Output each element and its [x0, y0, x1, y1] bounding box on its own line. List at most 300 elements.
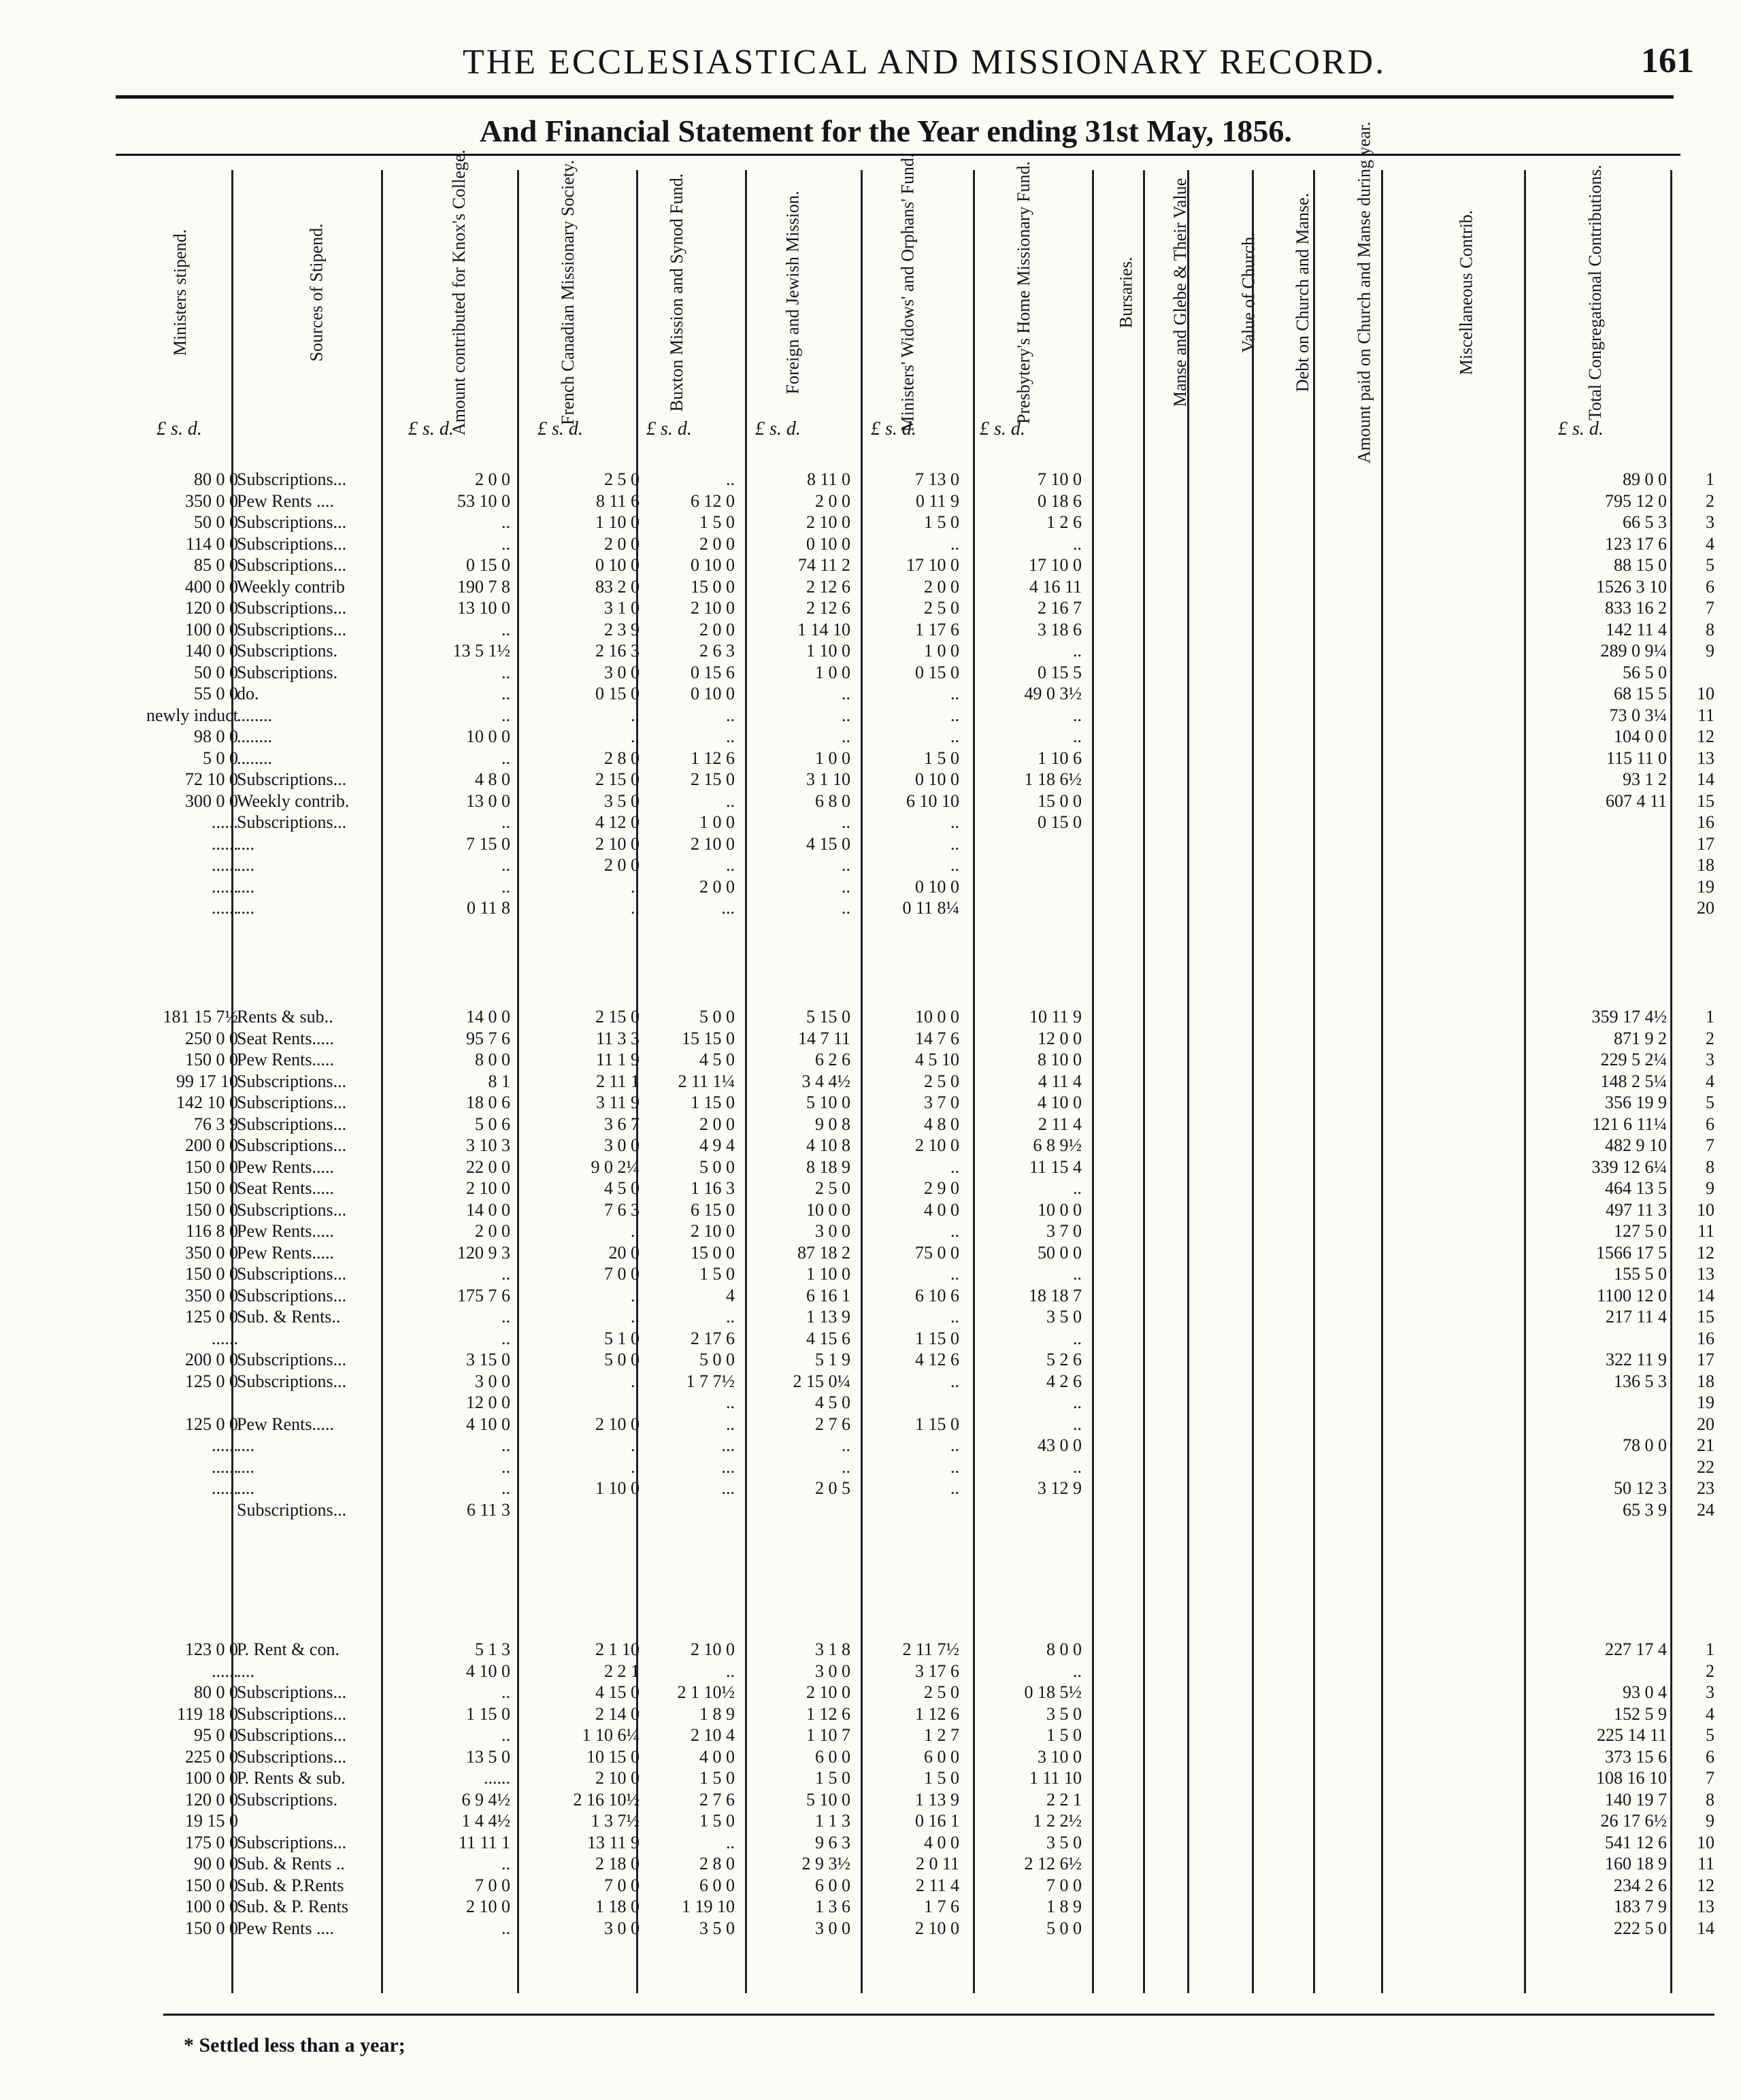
cell-source: Sub. & P. Rents: [237, 1897, 348, 1916]
column-header: [537, 160, 599, 425]
cell-stipend: 90 0 0: [194, 1854, 238, 1873]
cell-knox: 13 5 1½: [452, 641, 510, 661]
table-row: [0, 1897, 1741, 1917]
cell-french: 2 10 0: [595, 1768, 640, 1788]
cell-total: 88 15 0: [1614, 555, 1667, 575]
cell-total: 136 5 3: [1614, 1371, 1667, 1391]
cell-knox: 3 0 0: [475, 1371, 510, 1391]
cell-knox: ..: [501, 1435, 510, 1455]
cell-stipend: 181 15 7½: [163, 1007, 238, 1027]
cell-buxton: 2 0 0: [699, 533, 735, 554]
cell-french: 3 0 0: [604, 1135, 640, 1155]
cell-stipend: 200 0 0: [185, 1135, 238, 1155]
cell-stipend: 120 0 0: [185, 598, 238, 618]
cell-knox: 13 10 0: [457, 598, 510, 618]
column-header: [1272, 177, 1333, 408]
cell-knox: 120 9 3: [457, 1242, 510, 1263]
cell-foreign: 3 1 10: [806, 769, 850, 789]
cell-home: 0 15 0: [1038, 812, 1082, 832]
column-header-label: Ministers' Widows' and Orphans' Fund.: [898, 153, 918, 432]
cell-knox: 1 4 4½: [461, 1811, 510, 1831]
cell-widows: 2 11 7½: [902, 1639, 959, 1659]
cell-french: 1 10 6¼: [582, 1725, 640, 1745]
cell-knox: 13 5 0: [466, 1746, 510, 1767]
cell-source: Subscriptions...: [237, 1746, 347, 1767]
cell-french: 1 3 7½: [591, 1811, 640, 1831]
cell-buxton: 1 5 0: [699, 512, 735, 532]
cell-buxton: 15 0 0: [691, 576, 735, 597]
cell-num: 2: [1706, 1661, 1714, 1681]
cell-knox: 2 10 0: [466, 1178, 510, 1198]
cell-num: 9: [1706, 1811, 1714, 1831]
cell-french: ..: [631, 1456, 640, 1477]
cell-stipend: 150 0 0: [185, 1199, 238, 1220]
cell-widows: 14 7 6: [915, 1028, 959, 1048]
cell-buxton: 5 0 0: [699, 1007, 735, 1027]
cell-stipend: ......: [212, 1661, 238, 1681]
cell-stipend: 100 0 0: [185, 1768, 238, 1788]
cell-source: Subscriptions.: [237, 641, 338, 661]
cell-source: ....: [237, 1478, 254, 1498]
cell-widows: 10 0 0: [915, 1007, 959, 1027]
cell-buxton: ...: [721, 898, 735, 918]
cell-french: 7 6 3: [604, 1199, 640, 1220]
cell-stipend: 85 0 0: [194, 555, 238, 575]
cell-knox: 13 0 0: [466, 790, 510, 811]
table-row: [0, 1243, 1741, 1263]
cell-stipend: ......: [212, 812, 238, 832]
cell-stipend: 19 15 0: [185, 1811, 238, 1831]
cell-french: 3 1 0: [604, 598, 640, 618]
cell-buxton: 4 0 0: [699, 1746, 735, 1767]
cell-knox: ..: [501, 855, 510, 875]
cell-buxton: 1 16 3: [691, 1178, 735, 1198]
cell-stipend: 350 0 0: [185, 1242, 238, 1263]
column-header: [1436, 177, 1497, 408]
cell-home: 1 2 6: [1046, 512, 1082, 532]
cell-buxton: 3 5 0: [699, 1918, 735, 1938]
cell-foreign: 3 1 8: [815, 1639, 850, 1659]
cell-total: 65 3 9: [1623, 1499, 1667, 1520]
cell-knox: ..: [501, 1854, 510, 1873]
cell-buxton: 4 9 4: [699, 1135, 735, 1155]
cell-knox: 14 0 0: [466, 1199, 510, 1220]
cell-source: Subscriptions...: [237, 1703, 347, 1724]
cell-stipend: 98 0 0: [194, 727, 238, 746]
column-header: [150, 177, 211, 408]
cell-widows: 1 15 0: [915, 1328, 959, 1348]
cell-foreign: 1 10 0: [806, 1264, 850, 1284]
cell-widows: 3 17 6: [915, 1661, 959, 1681]
table-row: [0, 1661, 1741, 1682]
cell-source: Subscriptions.: [237, 662, 338, 682]
cell-foreign: 4 15 6: [806, 1328, 850, 1348]
cell-widows: 0 11 9: [915, 490, 959, 511]
cell-knox: ..: [501, 1682, 510, 1702]
cell-french: ..: [631, 727, 640, 746]
cell-french: 4 15 0: [595, 1682, 640, 1702]
table-row: [0, 1307, 1741, 1327]
table-row: [0, 1350, 1741, 1370]
cell-total: 127 5 0: [1614, 1221, 1667, 1241]
column-header: [993, 161, 1055, 424]
cell-source: Sub. & P.Rents: [237, 1875, 344, 1895]
cell-total: 50 12 3: [1614, 1478, 1667, 1498]
cell-num: 2: [1706, 490, 1714, 511]
cell-num: 7: [1706, 598, 1714, 618]
cell-stipend: 125 0 0: [185, 1371, 238, 1391]
column-header: [429, 150, 490, 435]
cell-buxton: 1 15 0: [691, 1093, 735, 1112]
cell-knox: ......: [484, 1768, 510, 1788]
cell-total: 871 9 2: [1614, 1028, 1667, 1048]
cell-stipend: ......: [212, 898, 238, 918]
cell-widows: 4 0 0: [924, 1199, 959, 1220]
cell-french: 2 10 0: [595, 833, 640, 854]
cell-stipend: 300 0 0: [185, 790, 238, 811]
cell-widows: 1 5 0: [924, 748, 959, 768]
cell-buxton: 2 8 0: [699, 1854, 735, 1873]
cell-num: 3: [1706, 1050, 1714, 1069]
cell-total: 833 16 2: [1605, 598, 1667, 618]
cell-knox: 5 1 3: [475, 1639, 510, 1659]
cell-knox: ..: [501, 533, 510, 554]
cell-home: 8 10 0: [1038, 1050, 1082, 1069]
cell-stipend: 142 10 0: [176, 1093, 238, 1112]
cell-num: 3: [1706, 1682, 1714, 1702]
cell-stipend: 400 0 0: [185, 576, 238, 597]
table-row: [0, 1747, 1741, 1767]
cell-foreign: 4 15 0: [806, 833, 850, 854]
cell-french: 2 15 0: [595, 1007, 640, 1027]
cell-num: 17: [1697, 833, 1714, 854]
cell-buxton: ..: [726, 469, 735, 489]
cell-widows: 2 5 0: [924, 598, 959, 618]
cell-num: 19: [1697, 1393, 1714, 1412]
cell-foreign: 1 3 6: [815, 1897, 850, 1916]
cell-num: 8: [1706, 1156, 1714, 1177]
cell-foreign: 6 16 1: [806, 1285, 850, 1305]
cell-source: ........: [237, 748, 272, 768]
table-row: [0, 1221, 1741, 1241]
cell-num: 6: [1706, 1746, 1714, 1767]
table-row: [0, 1135, 1741, 1156]
cell-foreign: ..: [842, 1435, 850, 1455]
cell-buxton: 1 5 0: [699, 1768, 735, 1788]
cell-stipend: 175 0 0: [185, 1832, 238, 1852]
cell-widows: ..: [950, 1371, 959, 1391]
cell-total: 1526 3 10: [1596, 576, 1667, 597]
cell-buxton: ..: [726, 790, 735, 811]
cell-home: ..: [1073, 1414, 1082, 1434]
cell-num: 20: [1697, 898, 1714, 918]
cell-source: ....: [237, 876, 254, 897]
cell-widows: ..: [950, 1307, 959, 1327]
cell-num: 11: [1697, 1854, 1714, 1873]
cell-buxton: 2 7 6: [699, 1789, 735, 1810]
cell-widows: ..: [950, 533, 959, 554]
cell-stipend: 100 0 0: [185, 619, 238, 639]
cell-source: Subscriptions...: [237, 1832, 347, 1852]
cell-total: 795 12 0: [1605, 490, 1667, 511]
cell-total: 222 5 0: [1614, 1918, 1667, 1938]
cell-home: 10 0 0: [1038, 1199, 1082, 1220]
column-header-label: Buxton Mission and Synod Fund.: [667, 173, 687, 412]
table-row: [0, 1854, 1741, 1874]
cell-total: 497 11 3: [1605, 1199, 1667, 1220]
cell-french: 9 0 2¼: [591, 1156, 640, 1177]
table-row: [0, 834, 1741, 854]
table-row: [0, 1264, 1741, 1284]
cell-buxton: 2 10 0: [691, 1221, 735, 1241]
cell-home: 1 18 6½: [1024, 769, 1082, 789]
cell-total: 78 0 0: [1623, 1435, 1667, 1455]
cell-total: 289 0 9¼: [1600, 641, 1667, 661]
cell-widows: 6 10 10: [906, 790, 959, 811]
cell-knox: 4 10 0: [466, 1661, 510, 1681]
cell-total: 229 5 2¼: [1600, 1050, 1667, 1069]
table-row: [0, 1393, 1741, 1413]
table-row: [0, 534, 1741, 554]
cell-stipend: 72 10 0: [185, 769, 238, 789]
cell-foreign: ..: [842, 876, 850, 897]
cell-foreign: 6 2 6: [815, 1050, 850, 1069]
cell-stipend: 99 17 10: [176, 1071, 238, 1091]
unit-stipend: £ s. d.: [156, 418, 202, 439]
cell-home: 15 0 0: [1038, 790, 1082, 811]
table-row: [0, 877, 1741, 897]
cell-widows: ..: [950, 812, 959, 832]
cell-french: 1 18 0: [595, 1897, 640, 1916]
cell-total: 482 9 10: [1605, 1135, 1667, 1155]
cell-french: 4 5 0: [604, 1178, 640, 1198]
cell-french: 13 11 9: [586, 1832, 640, 1852]
table-row: [0, 727, 1741, 747]
table-row: [0, 769, 1741, 790]
cell-home: 50 0 0: [1038, 1242, 1082, 1263]
column-header: [762, 177, 823, 408]
cell-total: 234 2 6: [1614, 1875, 1667, 1895]
cell-buxton: 0 10 0: [691, 684, 735, 703]
cell-total: 373 15 6: [1605, 1746, 1667, 1767]
cell-stipend: ......: [212, 1328, 238, 1348]
cell-foreign: 5 10 0: [806, 1789, 850, 1810]
cell-knox: ..: [501, 1328, 510, 1348]
cell-foreign: ..: [842, 898, 850, 918]
cell-knox: ..: [501, 1725, 510, 1745]
cell-num: 14: [1697, 769, 1714, 789]
cell-total: 217 11 4: [1605, 1307, 1667, 1327]
cell-home: ..: [1073, 1264, 1082, 1284]
cell-widows: 2 9 0: [924, 1178, 959, 1198]
cell-widows: 0 10 0: [915, 876, 959, 897]
cell-knox: ..: [501, 1478, 510, 1498]
table-row: [0, 1286, 1741, 1306]
cell-foreign: 5 1 9: [815, 1350, 850, 1369]
cell-foreign: 1 0 0: [815, 748, 850, 768]
cell-french: ..: [631, 898, 640, 918]
cell-foreign: ..: [842, 812, 850, 832]
cell-num: 8: [1706, 1789, 1714, 1810]
cell-knox: ..: [501, 1918, 510, 1938]
cell-num: 16: [1697, 1328, 1714, 1348]
table-row: [0, 663, 1741, 683]
cell-foreign: 10 0 0: [806, 1199, 850, 1220]
cell-source: Subscriptions...: [237, 469, 347, 489]
cell-source: Subscriptions...: [237, 1682, 347, 1702]
cell-widows: ..: [950, 1264, 959, 1284]
table-row: [0, 1435, 1741, 1456]
cell-home: 3 12 9: [1038, 1478, 1082, 1498]
cell-knox: 8 0 0: [475, 1050, 510, 1069]
cell-french: 2 16 10½: [573, 1789, 640, 1810]
cell-num: 1: [1706, 1639, 1714, 1659]
cell-home: 11 15 4: [1029, 1156, 1082, 1177]
cell-source: Seat Rents.....: [237, 1028, 334, 1048]
cell-home: ..: [1073, 705, 1082, 725]
cell-total: 160 18 9: [1605, 1854, 1667, 1873]
cell-total: 142 11 4: [1605, 619, 1667, 639]
cell-source: P. Rent & con.: [237, 1639, 339, 1659]
cell-foreign: 1 10 7: [806, 1725, 850, 1745]
cell-buxton: 1 7 7½: [686, 1371, 735, 1391]
cell-stipend: 150 0 0: [185, 1178, 238, 1198]
cell-source: Seat Rents.....: [237, 1178, 334, 1198]
cell-num: 5: [1706, 555, 1714, 575]
table-row: [0, 1157, 1741, 1178]
cell-source: Pew Rents.....: [237, 1242, 334, 1263]
cell-french: 1 10 0: [595, 1478, 640, 1498]
cell-foreign: 2 12 6: [806, 576, 850, 597]
cell-home: 49 0 3½: [1024, 684, 1082, 703]
cell-buxton: 5 0 0: [699, 1156, 735, 1177]
cell-total: 93 1 2: [1623, 769, 1667, 789]
cell-home: ..: [1073, 1328, 1082, 1348]
cell-stipend: 116 8 0: [185, 1221, 238, 1241]
cell-stipend: ......: [212, 1478, 238, 1498]
table-row: [0, 1639, 1741, 1660]
cell-source: Subscriptions...: [237, 1264, 347, 1284]
cell-buxton: 1 19 10: [682, 1897, 735, 1916]
cell-source: ....: [237, 898, 254, 918]
cell-french: 3 0 0: [604, 1918, 640, 1938]
cell-french: 7 0 0: [604, 1875, 640, 1895]
column-header-label: Ministers stipend.: [170, 229, 190, 356]
cell-french: 4 12 0: [595, 812, 640, 832]
cell-buxton: 2 0 0: [699, 1114, 735, 1134]
cell-foreign: 8 18 9: [806, 1156, 850, 1177]
cell-stipend: 125 0 0: [185, 1307, 238, 1327]
cell-source: Subscriptions...: [237, 1285, 347, 1305]
cell-num: 1: [1706, 469, 1714, 489]
cell-num: 4: [1706, 1071, 1714, 1091]
cell-num: 4: [1706, 533, 1714, 554]
cell-buxton: 2 11 1¼: [678, 1071, 735, 1091]
cell-french: 3 11 9: [595, 1093, 640, 1112]
cell-home: 6 8 9½: [1033, 1135, 1082, 1155]
cell-knox: 14 0 0: [466, 1007, 510, 1027]
cell-buxton: ..: [726, 705, 735, 725]
cell-source: ....: [237, 1456, 254, 1477]
table-row: [0, 1918, 1741, 1939]
cell-source: ....: [237, 1435, 254, 1455]
cell-buxton: 1 0 0: [699, 812, 735, 832]
cell-num: 7: [1706, 1135, 1714, 1155]
cell-knox: 2 10 0: [466, 1897, 510, 1916]
table-row: [0, 1811, 1741, 1831]
cell-home: ..: [1073, 727, 1082, 746]
cell-source: Subscriptions.: [237, 1789, 338, 1810]
cell-total: 339 12 6¼: [1591, 1156, 1667, 1177]
cell-french: ..: [631, 1221, 640, 1241]
cell-stipend: newly induct: [146, 705, 238, 725]
cell-french: 20 0: [608, 1242, 640, 1263]
table-row: [0, 1200, 1741, 1220]
cell-num: 18: [1697, 1371, 1714, 1391]
cell-french: 1 10 0: [595, 512, 640, 532]
cell-foreign: 0 10 0: [806, 533, 850, 554]
cell-french: ..: [631, 1285, 640, 1305]
cell-total: 115 11 0: [1606, 748, 1667, 768]
cell-foreign: 87 18 2: [797, 1242, 850, 1263]
cell-num: 2: [1706, 1028, 1714, 1048]
unit-widows: £ s. d.: [871, 418, 916, 439]
cell-num: 9: [1706, 641, 1714, 661]
cell-num: 24: [1697, 1499, 1714, 1520]
cell-total: 541 12 6: [1605, 1832, 1667, 1852]
cell-source: Pew Rents.....: [237, 1050, 334, 1069]
cell-num: 23: [1697, 1478, 1714, 1498]
cell-buxton: ..: [726, 1832, 735, 1852]
cell-french: 5 1 0: [604, 1328, 640, 1348]
table-row: [0, 1500, 1741, 1520]
cell-knox: 53 10 0: [457, 490, 510, 511]
cell-knox: 7 0 0: [475, 1875, 510, 1895]
cell-knox: 11 11 1: [458, 1832, 510, 1852]
cell-french: 0 10 0: [595, 555, 640, 575]
cell-source: Subscriptions...: [237, 598, 347, 618]
cell-french: 8 11 6: [595, 490, 640, 511]
cell-home: 17 10 0: [1029, 555, 1082, 575]
page-number: 161: [1641, 41, 1694, 80]
cell-french: 11 1 9: [595, 1050, 640, 1069]
cell-stipend: 150 0 0: [185, 1050, 238, 1069]
cell-foreign: 6 0 0: [815, 1875, 850, 1895]
cell-total: 121 6 11¼: [1592, 1114, 1667, 1134]
cell-widows: ..: [950, 705, 959, 725]
cell-num: 7: [1706, 1768, 1714, 1788]
cell-knox: 1 15 0: [466, 1703, 510, 1724]
cell-knox: 22 0 0: [466, 1156, 510, 1177]
cell-buxton: 15 0 0: [691, 1242, 735, 1263]
cell-knox: 3 10 3: [466, 1135, 510, 1155]
cell-knox: 4 10 0: [466, 1414, 510, 1434]
cell-foreign: 1 1 3: [815, 1811, 850, 1831]
column-header-label: Foreign and Jewish Mission.: [782, 190, 802, 395]
page-subtitle: And Financial Statement for the Year ending 31st May, 1856.: [480, 114, 1292, 148]
table-row: [0, 577, 1741, 597]
cell-source: Subscriptions...: [237, 1350, 347, 1369]
cell-stipend: 50 0 0: [194, 512, 238, 532]
cell-widows: 2 11 4: [915, 1875, 959, 1895]
cell-widows: ..: [950, 1435, 959, 1455]
table-row: [0, 1029, 1741, 1049]
cell-source: Weekly contrib: [237, 576, 345, 597]
table-row: [0, 1704, 1741, 1724]
cell-foreign: 3 0 0: [815, 1221, 850, 1241]
unit-french: £ s. d.: [537, 418, 583, 439]
table-row: [0, 1414, 1741, 1435]
